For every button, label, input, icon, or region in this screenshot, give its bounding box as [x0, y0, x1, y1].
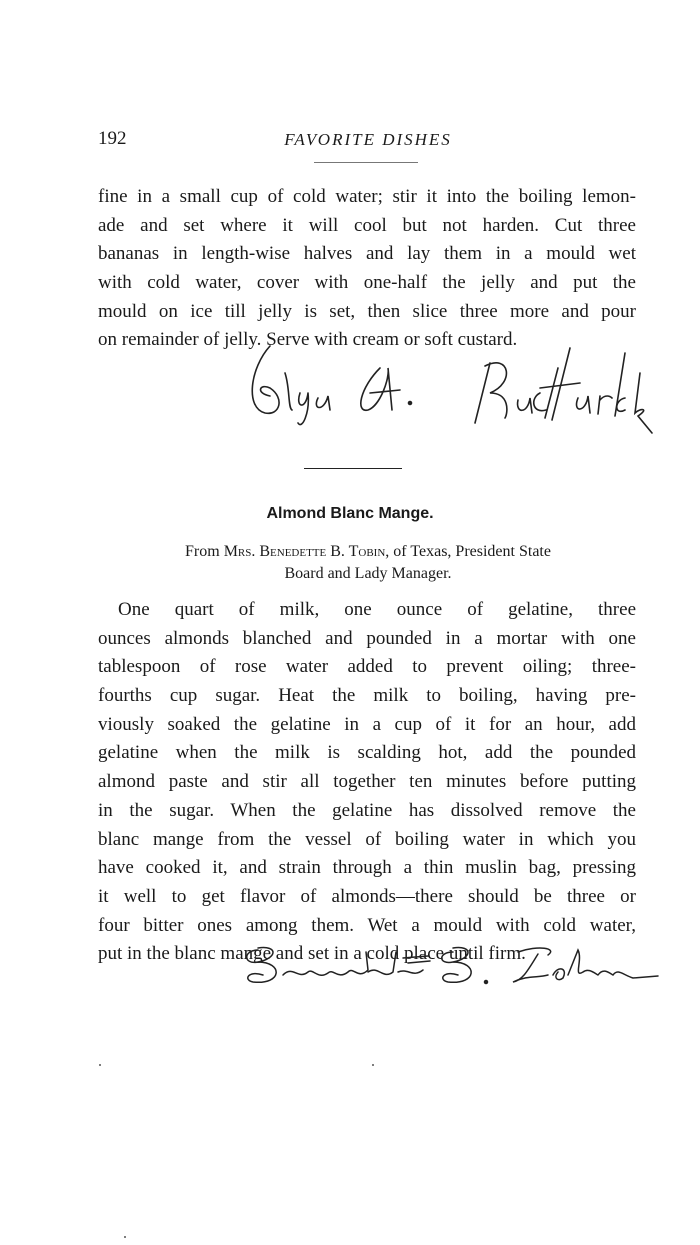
handwritten-signature-eliza: [240, 338, 660, 438]
text-line: ounces almonds blanched and pounded in a mortar with one: [98, 627, 636, 649]
text-line: viously soaked the gelatine in a cup of it for an hour, add: [98, 713, 636, 735]
page-header: [98, 128, 638, 152]
text-line: put in the blanc mange and set in a cold place until firm.: [98, 943, 526, 965]
recipe-attribution: [98, 541, 638, 585]
text-line: on remainder of jelly. Serve with cream or soft custard.: [98, 329, 518, 351]
scan-speck: [372, 1064, 374, 1066]
text-line: bananas in length-wise halves and lay them in a mould wet: [98, 243, 636, 265]
text-line: ade and set where it will cool but not harden. Cut three: [98, 214, 636, 236]
text-line: almond paste and stir all together ten minutes before putting: [98, 771, 636, 793]
from-suffix: of Texas, President State: [393, 543, 551, 560]
from-prefix: From: [185, 543, 220, 560]
text-line: tablespoon of rose water added to prevent oiling; three-: [98, 656, 636, 678]
text-line: in the sugar. When the gelatine has dissolved remove the: [98, 799, 636, 821]
text-line: fourths cup sugar. Heat the milk to boiling, having pre-: [98, 685, 636, 707]
header-rule: [314, 162, 418, 163]
section-divider: [304, 468, 402, 469]
continued-recipe-text: [98, 183, 636, 355]
from-line-2: Board and Lady Manager.: [284, 565, 452, 582]
contributor-name: Mrs. Benedette B. Tobin,: [223, 543, 390, 560]
handwritten-signature-tobin: [238, 940, 678, 1000]
recipe-title: Almond Blanc Mange.: [266, 505, 434, 522]
text-line: blanc mange from the vessel of boiling water in which you: [98, 828, 636, 850]
scan-speck: [99, 1064, 101, 1066]
text-line: mould on ice till jelly is set, then slice three more and pour: [98, 300, 636, 322]
recipe-body: [98, 596, 636, 969]
scan-speck: [124, 1236, 126, 1238]
text-line: with cold water, cover with one-half the jelly and put the: [98, 272, 636, 294]
running-title: FAVORITE DISHES: [284, 130, 452, 149]
text-line: gelatine when the milk is scalding hot, add the pounded: [98, 742, 636, 764]
text-line: it well to get flavor of almonds—there should be three or: [98, 885, 636, 907]
text-line: One quart of milk, one ounce of gelatine, three: [118, 599, 636, 620]
text-line: four bitter ones among them. Wet a mould with cold water,: [98, 914, 636, 936]
text-line: fine in a small cup of cold water; stir it into the boiling lemon-: [98, 186, 636, 207]
page-number: 192: [98, 128, 127, 149]
text-line: have cooked it, and strain through a thin muslin bag, pressing: [98, 857, 636, 879]
